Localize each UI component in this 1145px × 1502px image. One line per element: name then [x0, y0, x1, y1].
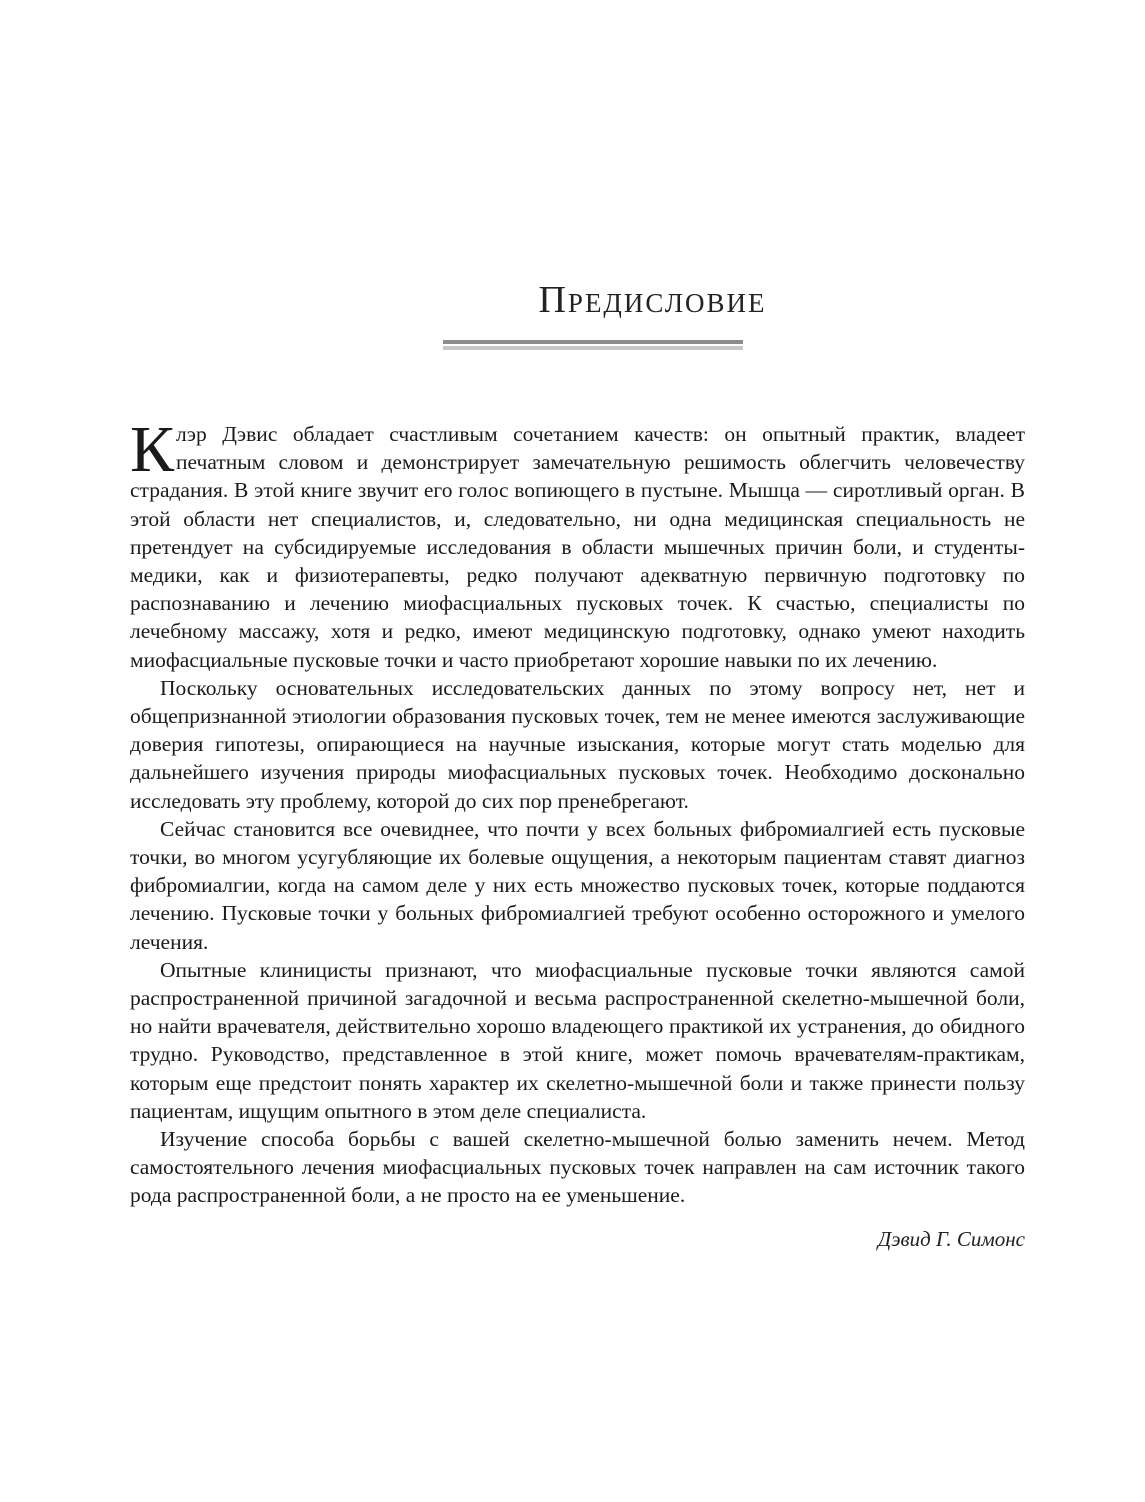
title-container	[0, 280, 1145, 322]
title-underline	[443, 340, 743, 350]
paragraph: Поскольку основательных исследовательских данных по этому вопросу нет, нет и общепризнанной этиологии образования пусковых точек, тем не менее имеются заслуживающие доверия гипотезы, опирающиеся на научные изыскания, которые могут стать моделью для дальнейшего изучения природы миофасциальных пусковых точек. Необходимо досконально исследовать эту проблему, которой до сих пор пренебрегают.	[130, 675, 1025, 813]
drop-cap: К	[130, 413, 175, 486]
paragraph-intro	[130, 413, 1025, 674]
title-underline-light	[443, 346, 743, 350]
paragraph: Сейчас становится все очевиднее, что почти у всех больных фибромиалгией есть пусковые точки, во многом усугубляющие их болевые ощущения, а некоторым пациентам ставят диагноз фибромиалгии, когда на самом деле у них есть множество пусковых точек, которые поддаются лечению. Пусковые точки у больных фибромиалгией требуют особенно осторожного и умелого лечения.	[130, 816, 1025, 954]
preface-body	[130, 413, 1025, 1210]
page-title: Предисловие	[538, 279, 767, 321]
paragraph: Опытные клиницисты признают, что миофасциальные пусковые точки являются самой распространенной причиной загадочной и весьма распространенной скелетно-мышечной боли, но найти врачевателя, действительно хорошо владеющего практикой их устранения, до обидного трудно. Руководство, представленное в этой книге, может помочь врачевателям-практикам, которым еще предстоит понять характер их скелетно-мышечной боли и также принести пользу пациентам, ищущим опытного в этом деле специалиста.	[130, 957, 1025, 1123]
author-signature: Дэвид Г. Симонс	[877, 1227, 1025, 1251]
paragraph: Изучение способа борьбы с вашей скелетно-мышечной болью заменить нечем. Метод самостоятельного лечения миофасциальных пусковых точек направлен на сам источник такого рода распространенной боли, а не просто на ее уменьшение.	[130, 1127, 1025, 1208]
paragraph-intro-text: лэр Дэвис обладает счастливым сочетанием качеств: он опытный практик, владеет печатным словом и демонстрирует замечательную решимость облегчить человечеству страдания. В этой книге звучит его голос вопиющего в пустыне. Мышца — сиротливый орган. В этой области нет специалистов, и, следовательно, ни одна медицинская специальность не претендует на субсидируемые исследования в области мышечных причин боли, и студенты-медики, как и физиотерапевты, редко получают адекватную первичную подготовку по распознаванию и лечению миофасциальных пусковых точек. К счастью, специалисты по лечебному массажу, хотя и редко, имеют медицинскую подготовку, однако умеют находить миофасциальные пусковые точки и часто приобретают хорошие навыки по их лечению.	[130, 422, 1025, 672]
